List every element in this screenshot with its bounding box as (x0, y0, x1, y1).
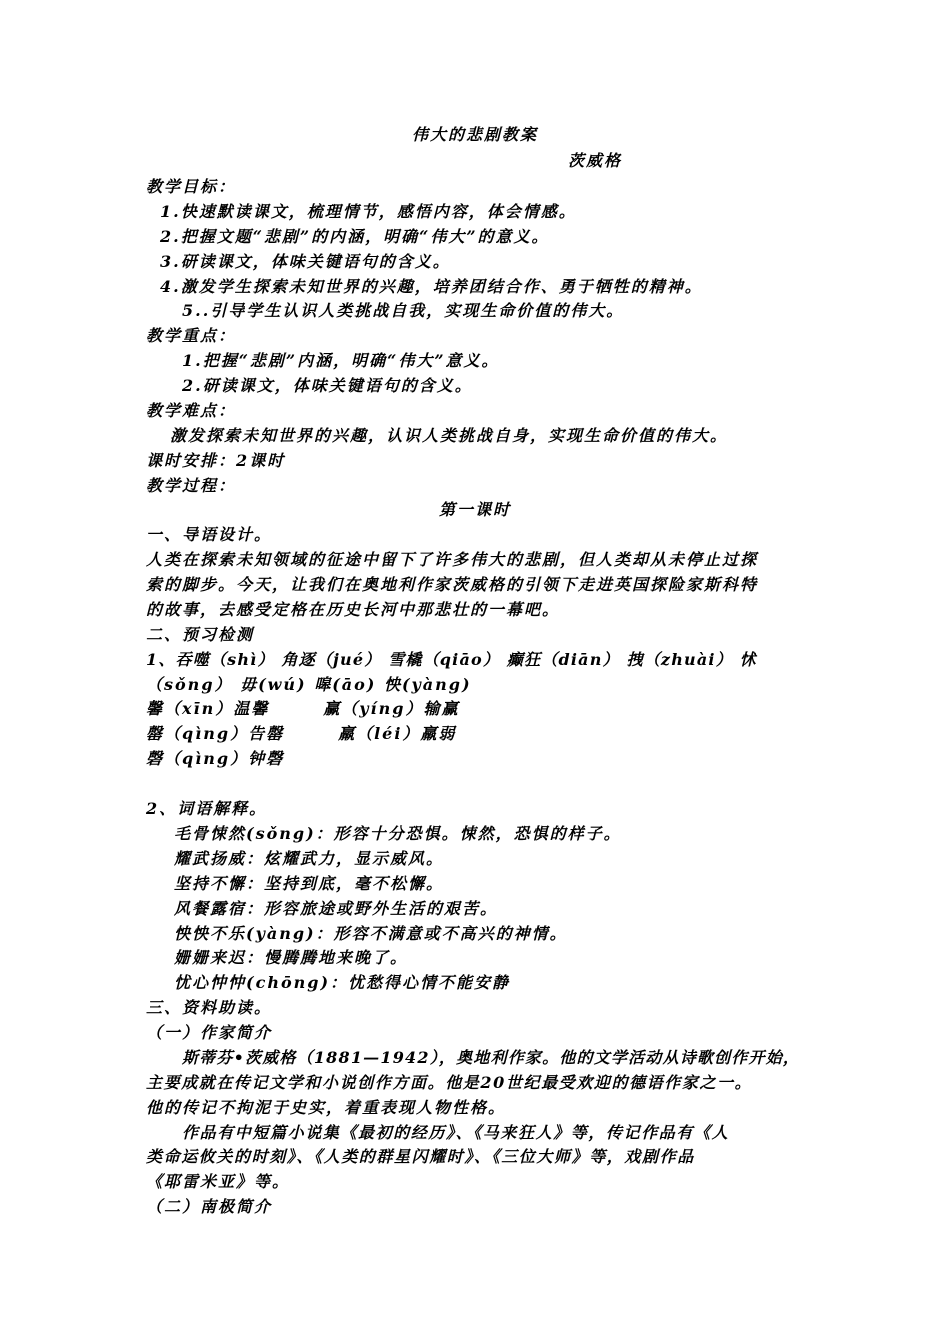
lesson-heading: 第一课时 (438, 500, 511, 519)
document-title: 伟大的悲剧教案 (411, 125, 538, 144)
document-author: 茨威格 (568, 151, 623, 170)
pinyin-line: 磬（qìng）钟磬 (146, 749, 285, 768)
vocab-item: 风餐露宿：形容旅途或野外生活的艰苦。 (174, 899, 499, 918)
pinyin-line: 馨（xīn）温馨 赢（yíng）输赢 (146, 699, 460, 718)
intro-line: 人类在探索未知领域的征途中留下了许多伟大的悲剧，但人类却从未停止过探 (146, 550, 759, 569)
vocab-item: 坚持不懈：坚持到底，毫不松懈。 (174, 874, 445, 893)
author-intro-line: 斯蒂芬•茨威格（1881—1942），奥地利作家。他的文学活动从诗歌创作开始， (182, 1048, 801, 1067)
key-point-item: 1.把握“悲剧”内涵，明确“伟大”意义。 (182, 351, 500, 370)
author-intro-line: 主要成就在传记文学和小说创作方面。他是20世纪最受欢迎的德语作家之一。 (146, 1073, 753, 1092)
section3-heading: 三、资料助读。 (146, 998, 273, 1017)
vocab-item: 耀武扬威：炫耀武力，显示威风。 (174, 849, 445, 868)
objective-item: 3.研读课文，体味关键语句的含义。 (160, 252, 451, 271)
schedule-text: 课时安排：2课时 (146, 451, 286, 470)
objective-item: 1.快速默读课文，梳理情节，感悟内容，体会情感。 (160, 202, 577, 221)
objective-item: 5..引导学生认识人类挑战自我，实现生命价值的伟大。 (182, 301, 625, 320)
key-points-heading: 教学重点： (146, 326, 237, 345)
vocab-heading: 2、词语解释。 (146, 799, 268, 818)
difficulty-text: 激发探索未知世界的兴趣，认识人类挑战自身，实现生命价值的伟大。 (170, 426, 729, 445)
intro-line: 索的脚步。今天，让我们在奥地利作家茨威格的引领下走进英国探险家斯科特 (146, 575, 759, 594)
intro-line: 的故事，去感受定格在历史长河中那悲壮的一幕吧。 (146, 600, 561, 619)
section1-heading: 一、导语设计。 (146, 525, 273, 544)
sub2-heading: （二）南极简介 (146, 1197, 273, 1216)
sub1-heading: （一）作家简介 (146, 1023, 273, 1042)
section2-heading: 二、预习检测 (146, 625, 255, 644)
pinyin-line: 罄（qìng）告罄 羸（léi）羸弱 (146, 724, 457, 743)
process-heading: 教学过程： (146, 476, 237, 495)
pinyin-line: （sǒng） 毋(wú) 嗥(āo) 怏(yàng) (146, 675, 472, 694)
objective-item: 2.把握文题“悲剧”的内涵，明确“伟大”的意义。 (160, 227, 550, 246)
vocab-item: 怏怏不乐(yàng)：形容不满意或不高兴的神情。 (174, 924, 568, 943)
works-line: 类命运攸关的时刻》、《人类的群星闪耀时》、《三位大师》等，戏剧作品 (146, 1147, 695, 1166)
works-line: 作品有中短篇小说集《最初的经历》、《马来狂人》等，传记作品有《人 (182, 1123, 730, 1142)
vocab-item: 姗姗来迟：慢腾腾地来晚了。 (174, 948, 409, 967)
vocab-item: 毛骨悚然(sǒng)：形容十分恐惧。悚然，恐惧的样子。 (174, 824, 622, 843)
objectives-heading: 教学目标： (146, 177, 237, 196)
difficulty-heading: 教学难点： (146, 401, 237, 420)
objective-item: 4.激发学生探索未知世界的兴趣，培养团结合作、勇于牺牲的精神。 (160, 277, 703, 296)
key-point-item: 2.研读课文，体味关键语句的含义。 (182, 376, 473, 395)
author-intro-line: 他的传记不拘泥于史实，着重表现人物性格。 (146, 1098, 507, 1117)
vocab-item: 忧心忡忡(chōng)：忧愁得心情不能安静 (174, 973, 511, 992)
works-line: 《耶雷米亚》等。 (146, 1172, 291, 1191)
pinyin-line: 1、吞噬（shì） 角逐（jué） 雪橇（qiāo） 癫狂（diān） 拽（zhuài） 怵 (146, 650, 757, 669)
